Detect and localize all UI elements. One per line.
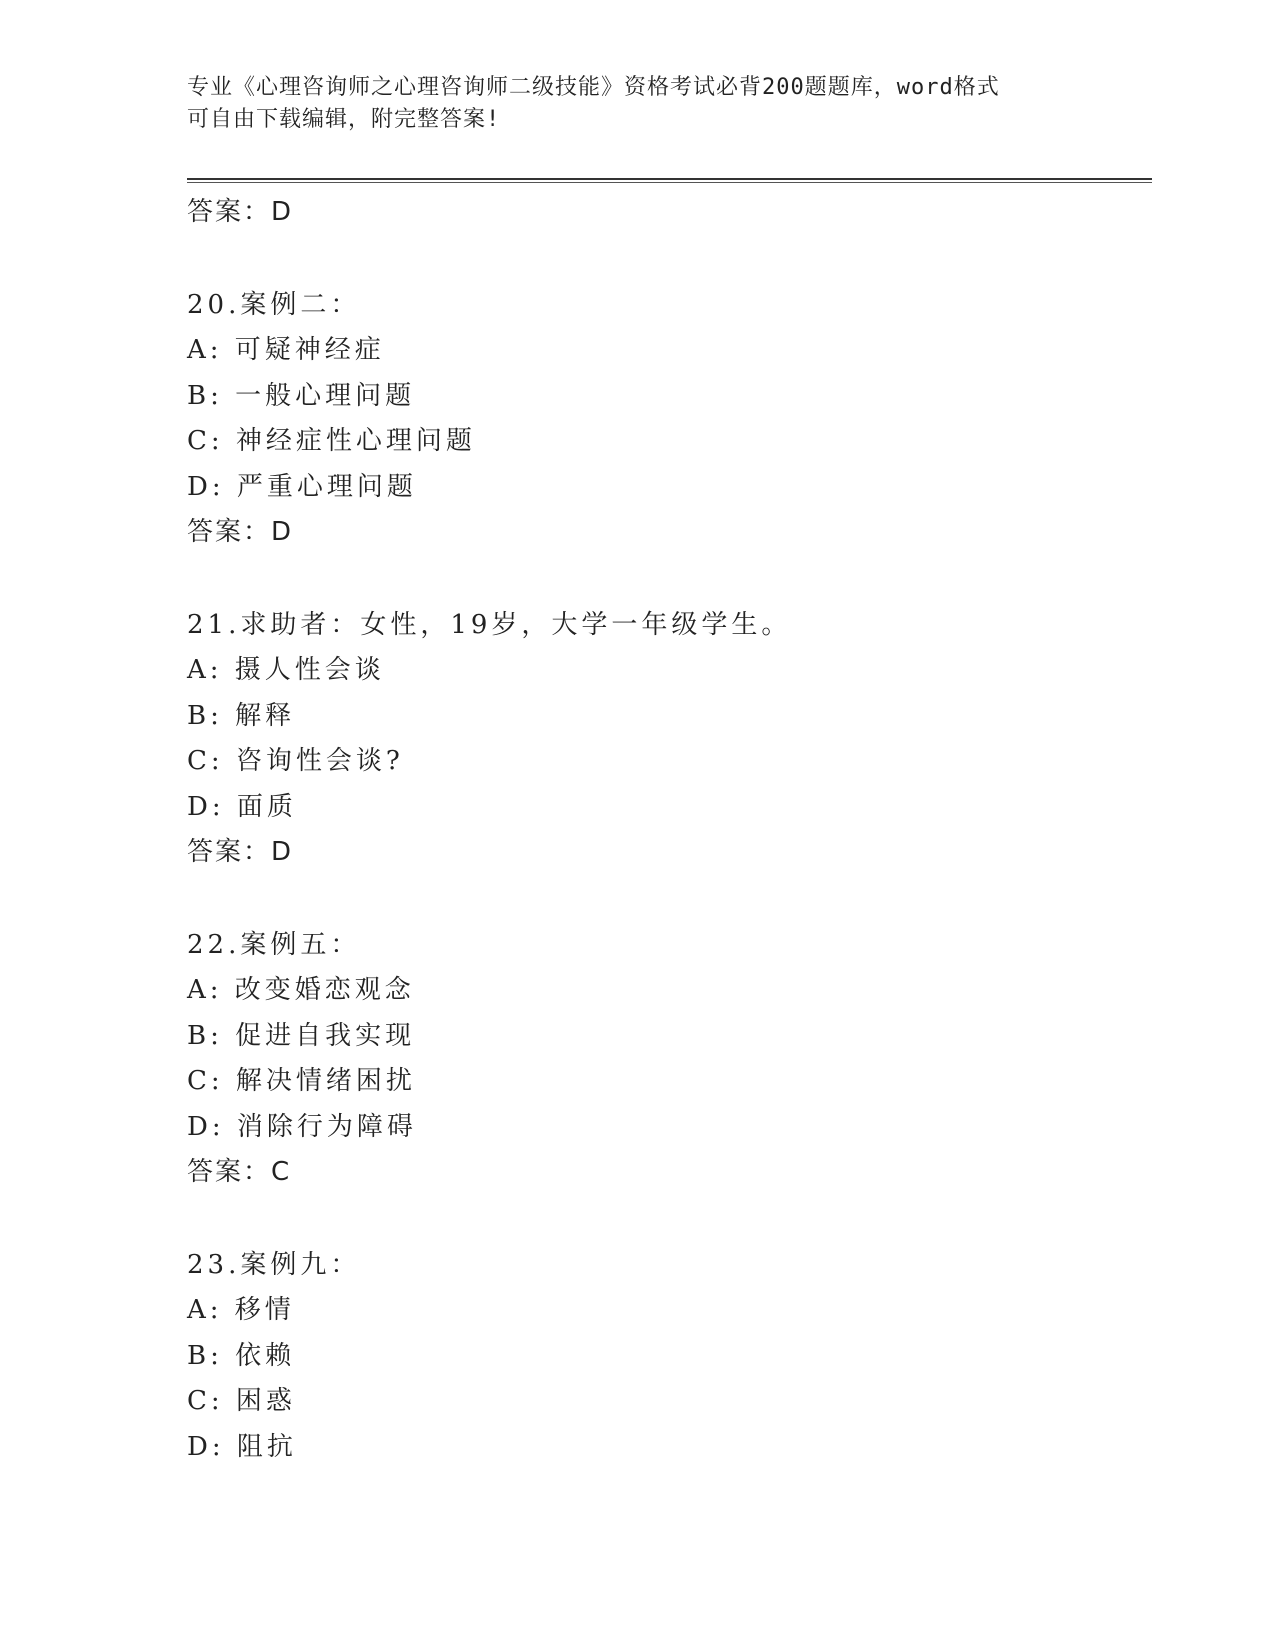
option-a: A: 摄人性会谈 (187, 655, 385, 685)
option-a: A: 可疑神经症 (187, 335, 385, 365)
option-b: B: 一般心理问题 (187, 380, 416, 411)
answer-line: 答案：D (187, 517, 294, 547)
question-block (187, 603, 1152, 876)
option-a: A: 移情 (187, 1295, 295, 1325)
header-rule-thin (187, 182, 1152, 183)
question-stem: 23.案例九： (187, 1249, 361, 1280)
answer-line: 答案：C (187, 1157, 292, 1187)
answer-line: 答案：D (187, 837, 294, 867)
question-stem: 22.案例五： (187, 929, 361, 960)
header-rule (187, 178, 1152, 180)
header-line-1: 专业《心理咨询师之心理咨询师二级技能》资格考试必背200题题库，word格式 (187, 75, 1000, 100)
option-d: D: 严重心理问题 (187, 471, 417, 502)
question-block (187, 283, 1152, 556)
question-stem: 21.求助者：女性，19岁，大学一年级学生。 (187, 609, 792, 640)
question-stem: 20.案例二： (187, 289, 361, 320)
question-list (187, 190, 1152, 1470)
option-d: D: 消除行为障碍 (187, 1111, 417, 1142)
answer-line: 答案：D (187, 197, 294, 227)
option-a: A: 改变婚恋观念 (187, 975, 415, 1005)
option-c: C: 咨询性会谈? (187, 746, 404, 776)
option-b: B: 解释 (187, 700, 296, 731)
document-header (187, 72, 1087, 136)
option-b: B: 促进自我实现 (187, 1020, 416, 1051)
option-c: C: 困惑 (187, 1386, 296, 1416)
option-c: C: 解决情绪困扰 (187, 1066, 416, 1096)
option-c: C: 神经症性心理问题 (187, 426, 476, 456)
header-line-2: 可自由下载编辑，附完整答案! (187, 107, 501, 132)
question-block (187, 923, 1152, 1196)
option-d: D: 阻抗 (187, 1431, 297, 1462)
question-block (187, 1243, 1152, 1471)
option-d: D: 面质 (187, 791, 297, 822)
option-b: B: 依赖 (187, 1340, 296, 1371)
